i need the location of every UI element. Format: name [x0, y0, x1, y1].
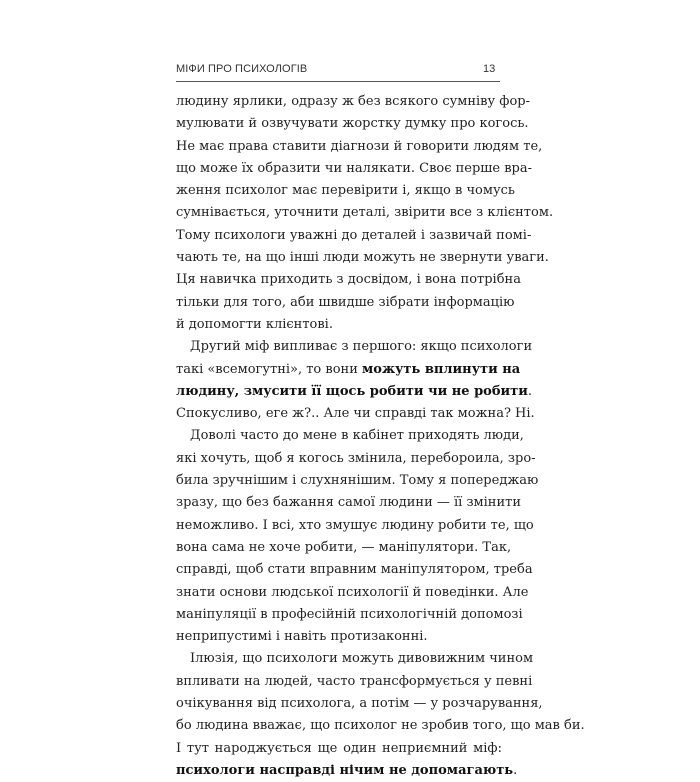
- running-title: МІФИ ПРО ПСИХОЛОГІВ: [176, 63, 308, 75]
- emphasis-text: психологи насправді нічим не допомагають: [176, 762, 514, 778]
- text-line: які хочуть, щоб я когось змінила, перебороила, зро-: [176, 450, 536, 466]
- text-line: Спокусливо, еге ж?.. Але чи справді так можна? Ні.: [176, 406, 535, 422]
- text-line: й допомогти клієнтові.: [176, 316, 333, 332]
- text-line: неприпустимі і навіть протизаконні.: [176, 629, 428, 645]
- text-line: Другий міф випливає з першого: якщо психологи: [190, 339, 533, 355]
- text-line: ження психолог має перевірити і, якщо в чомусь: [176, 183, 515, 199]
- emphasis-text: можуть вплинути на: [362, 361, 521, 377]
- text-line: сумнівається, уточнити деталі, звірити все з клієнтом.: [176, 205, 554, 221]
- body-text: [176, 91, 585, 782]
- text-line: знати основи людської психології й поведінки. Але: [176, 584, 529, 600]
- page-number: 13: [483, 63, 496, 75]
- text-line: вона сама не хоче робити, — маніпулятори. Так,: [176, 539, 512, 555]
- text-fragment: такі «всемогутні», то вони: [176, 361, 362, 377]
- text-line: очікування від психолога, а потім — у розчарування,: [176, 696, 543, 712]
- text-line: бо людина вважає, що психолог не зробив того, що мав би.: [176, 718, 585, 734]
- text-line: тільки для того, аби швидше зібрати інформацію: [176, 294, 515, 310]
- text-line: зразу, що без бажання самої людини — її змінити: [176, 495, 521, 511]
- text-line: впливати на людей, часто трансформується у певні: [176, 673, 533, 689]
- text-line: Не має права ставити діагнози й говорити людям те,: [176, 138, 543, 154]
- text-line: чають те, на що інші люди можуть не звернути уваги.: [176, 250, 549, 266]
- text-fragment: .: [527, 383, 532, 399]
- text-line: Ілюзія, що психологи можуть дивовижним чином: [190, 651, 534, 667]
- text-line: [176, 381, 532, 403]
- text-line: неможливо. І всі, хто змушує людину робити те, що: [176, 517, 534, 533]
- text-line: людину ярлики, одразу ж без всякого сумніву фор-: [176, 94, 531, 109]
- text-line: І тут народжується ще один неприємний міф:: [176, 740, 502, 756]
- text-line: [176, 760, 518, 782]
- text-line: мулювати й озвучувати жорстку думку про когось.: [176, 116, 529, 132]
- emphasis-text: людину, змусити її щось робити чи не робити: [176, 383, 528, 399]
- text-line: що може їх образити чи налякати. Своє перше вра-: [176, 160, 533, 176]
- text-fragment: .: [513, 762, 518, 778]
- text-line: Ця навичка приходить з досвідом, і вона потрібна: [176, 272, 521, 288]
- header-rule: [176, 81, 500, 82]
- text-line: маніпуляції в професійній психологічній допомозі: [176, 606, 523, 622]
- text-line: била зручнішим і слухнянішим. Тому я попереджаю: [176, 473, 539, 489]
- text-line: Доволі часто до мене в кабінет приходять люди,: [190, 428, 524, 444]
- text-line: справді, щоб стати вправним маніпулятором, треба: [176, 562, 533, 578]
- text-line: Тому психологи уважні до деталей і зазвичай помі-: [176, 227, 532, 243]
- text-line: [176, 359, 521, 381]
